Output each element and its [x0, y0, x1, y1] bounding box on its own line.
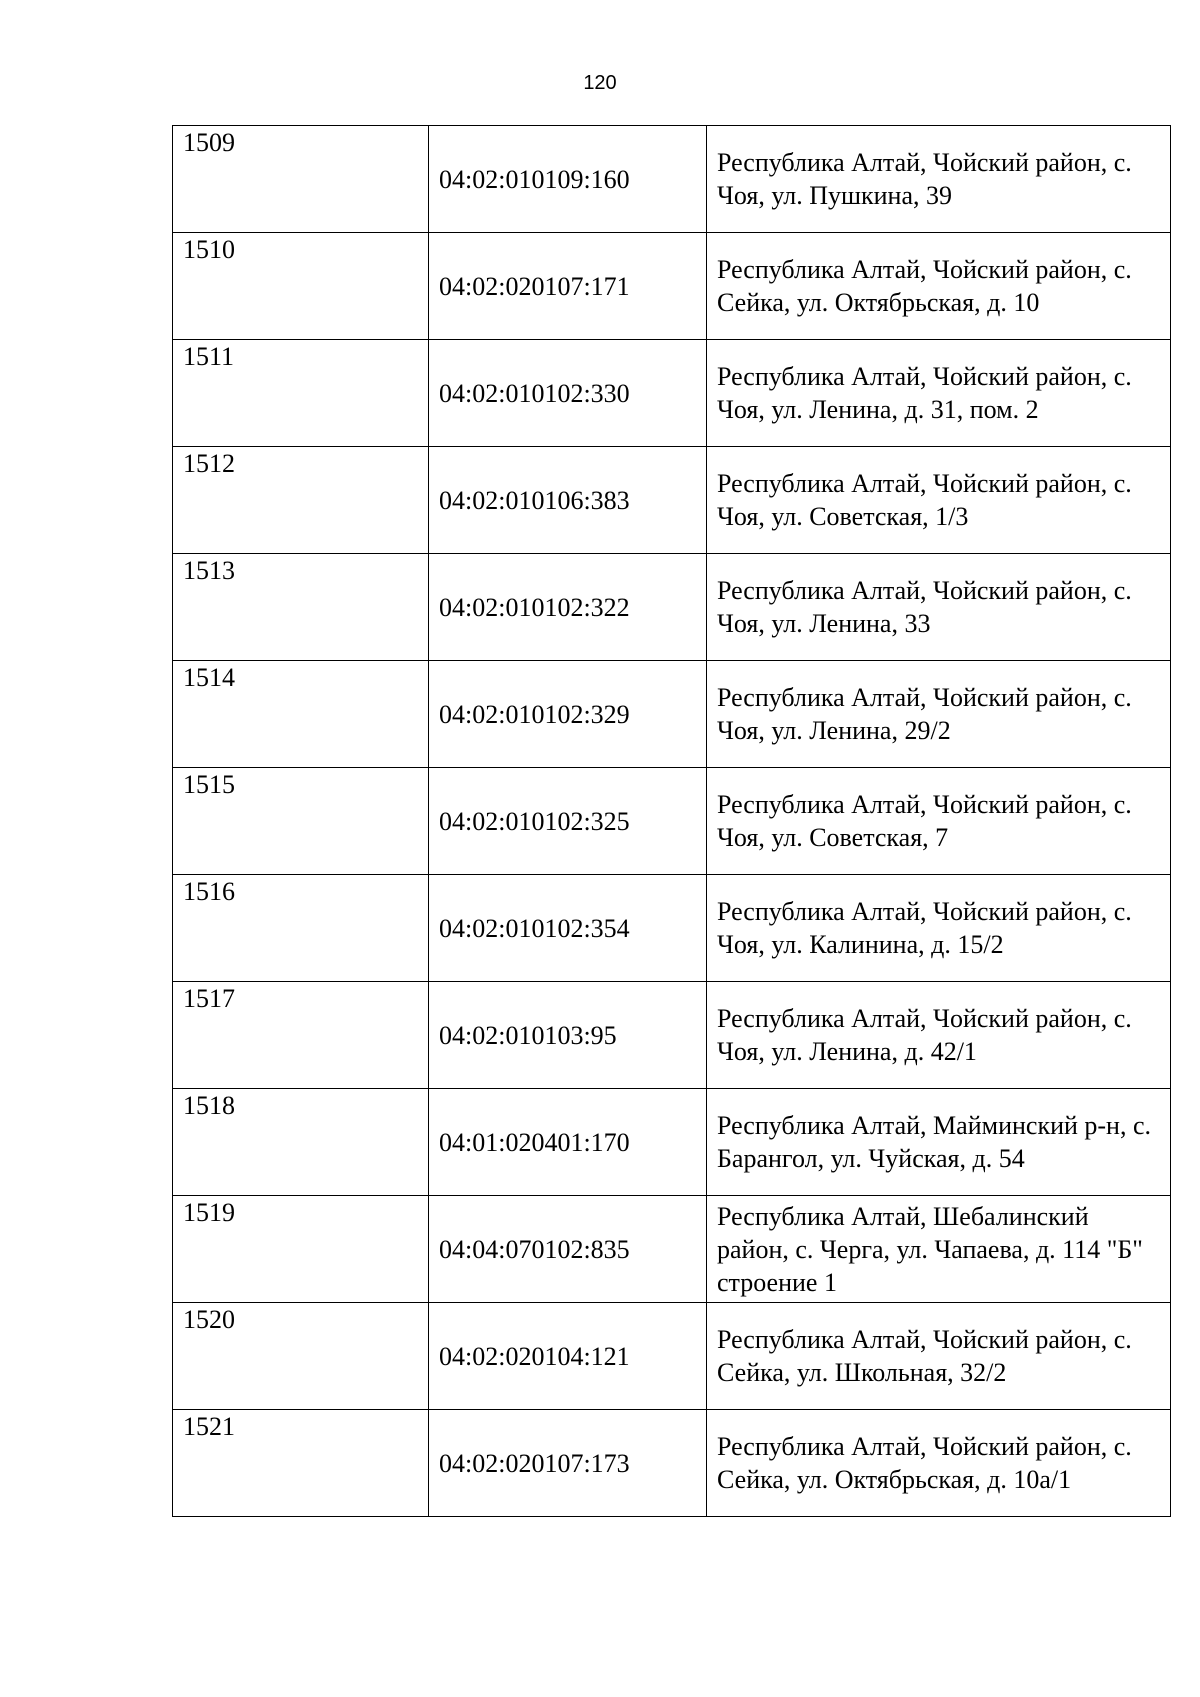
address-cell: Республика Алтай, Чойский район, с. Чоя, ул. Ленина, д. 42/1 — [707, 982, 1171, 1089]
table-row — [173, 447, 1171, 554]
cadastral-number-cell: 04:02:010102:330 — [429, 340, 707, 447]
cadastral-number-cell: 04:02:010106:383 — [429, 447, 707, 554]
row-number-cell: 1513 — [173, 554, 429, 661]
row-number-cell: 1509 — [173, 126, 429, 233]
cadastral-number-cell: 04:02:020107:173 — [429, 1410, 707, 1517]
cadastral-number-cell: 04:02:010102:325 — [429, 768, 707, 875]
row-number-cell: 1510 — [173, 233, 429, 340]
address-cell: Республика Алтай, Чойский район, с. Чоя, ул. Ленина, 33 — [707, 554, 1171, 661]
table-row — [173, 768, 1171, 875]
cadastral-number-cell: 04:02:020107:171 — [429, 233, 707, 340]
address-cell: Республика Алтай, Чойский район, с. Сейка, ул. Школьная, 32/2 — [707, 1303, 1171, 1410]
cadastral-number-cell: 04:02:010103:95 — [429, 982, 707, 1089]
address-cell: Республика Алтай, Чойский район, с. Чоя, ул. Калинина, д. 15/2 — [707, 875, 1171, 982]
row-number-cell: 1517 — [173, 982, 429, 1089]
row-number-cell: 1520 — [173, 1303, 429, 1410]
cadastral-number-cell: 04:02:010109:160 — [429, 126, 707, 233]
table-row — [173, 233, 1171, 340]
cadastral-number-cell: 04:01:020401:170 — [429, 1089, 707, 1196]
table-row — [173, 1089, 1171, 1196]
table-row — [173, 1303, 1171, 1410]
address-cell: Республика Алтай, Чойский район, с. Чоя, ул. Ленина, 29/2 — [707, 661, 1171, 768]
cadastral-number-cell: 04:02:020104:121 — [429, 1303, 707, 1410]
page-number: 120 — [583, 72, 617, 94]
table-row — [173, 1410, 1171, 1517]
cadastral-number-cell: 04:02:010102:322 — [429, 554, 707, 661]
row-number-cell: 1519 — [173, 1196, 429, 1303]
property-registry-table — [172, 125, 1171, 1517]
row-number-cell: 1514 — [173, 661, 429, 768]
cadastral-number-cell: 04:02:010102:329 — [429, 661, 707, 768]
address-cell: Республика Алтай, Чойский район, с. Чоя, ул. Советская, 7 — [707, 768, 1171, 875]
row-number-cell: 1518 — [173, 1089, 429, 1196]
table-row — [173, 661, 1171, 768]
table-row — [173, 126, 1171, 233]
cadastral-number-cell: 04:02:010102:354 — [429, 875, 707, 982]
address-cell: Республика Алтай, Чойский район, с. Чоя, ул. Пушкина, 39 — [707, 126, 1171, 233]
table-row — [173, 554, 1171, 661]
table-row — [173, 340, 1171, 447]
row-number-cell: 1511 — [173, 340, 429, 447]
table-row — [173, 982, 1171, 1089]
address-cell: Республика Алтай, Чойский район, с. Чоя, ул. Ленина, д. 31, пом. 2 — [707, 340, 1171, 447]
table-row — [173, 875, 1171, 982]
address-cell: Республика Алтай, Чойский район, с. Сейка, ул. Октябрьская, д. 10 — [707, 233, 1171, 340]
table-row — [173, 1196, 1171, 1303]
row-number-cell: 1516 — [173, 875, 429, 982]
row-number-cell: 1515 — [173, 768, 429, 875]
address-cell: Республика Алтай, Майминский р-н, с. Барангол, ул. Чуйская, д. 54 — [707, 1089, 1171, 1196]
row-number-cell: 1512 — [173, 447, 429, 554]
address-cell: Республика Алтай, Шебалинский район, с. Черга, ул. Чапаева, д. 114 "Б" строение 1 — [707, 1196, 1171, 1303]
address-cell: Республика Алтай, Чойский район, с. Сейка, ул. Октябрьская, д. 10а/1 — [707, 1410, 1171, 1517]
address-cell: Республика Алтай, Чойский район, с. Чоя, ул. Советская, 1/3 — [707, 447, 1171, 554]
row-number-cell: 1521 — [173, 1410, 429, 1517]
cadastral-number-cell: 04:04:070102:835 — [429, 1196, 707, 1303]
